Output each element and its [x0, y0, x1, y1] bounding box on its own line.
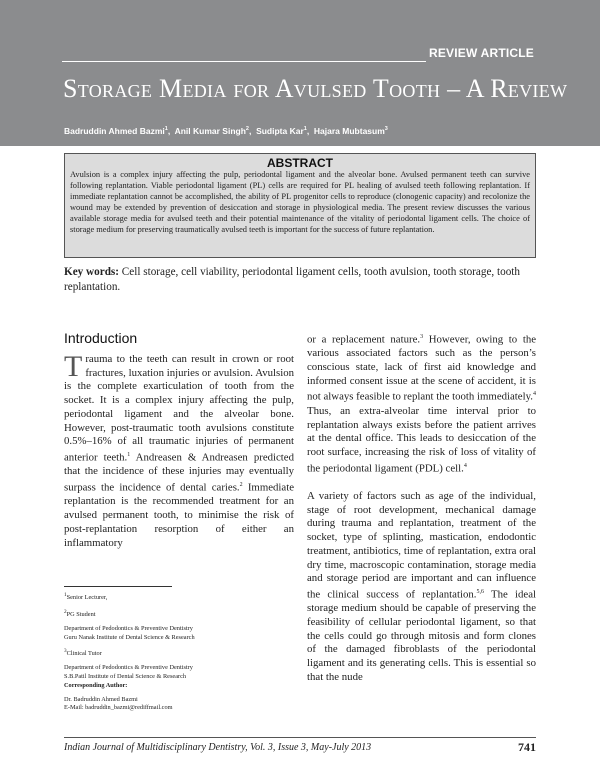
footer-rule — [64, 737, 536, 738]
keywords-label: Key words: — [64, 266, 119, 278]
intro-paragraph-1-continued: or a replacement nature.$^3$ However, owing to the various associated factors such as the person’s conscious state, lack of first aid knowledge and informed consent issue at the scene of accident, it is not always feasible to replant the tooth immediately.$^4$ Thus, an extra-alveolar time interval prior to replantation always exists before the patient arrives at the dental office. This leads to desiccation of the root surface, increasing the risk of loss of vitality of the periodontal ligament (PDL) cell.$^4$ — [307, 333, 537, 475]
intro-paragraph-2: A variety of factors such as age of the individual, stage of root development, mechanical damage during trauma and replantation, treatment of the socket, type of splinting, mastication, endodontic treatment, antibiotics, time of replantation, extra oral dry time, macroscopic contamination, storage media and storage period are important and can influence the clinical success of replantation.$^{5,6}$ The ideal storage medium should be capable of preserving the feasibility of cellular periodontal ligament, so that the cells could go through mitosis and form clones of the damaged fibroblasts of the periodontal ligament and its generating cells. This is essential so that the nude — [307, 489, 536, 683]
keywords — [64, 265, 534, 294]
corresponding-author-email: E-Mail: badruddin_bazmi@rediffmail.com — [64, 704, 173, 712]
citation-ref: 3 — [420, 334, 424, 340]
abstract-box — [64, 153, 536, 258]
author-footnotes: $^1$Senior Lecturer, $^2$PG Student Department of Pedodontics & Preventive Dentistry Guru Nanak Institute of Dental Science & Research $^3$Clinical Tutor Department of Pedodontics & Preventive Dentistry S.B.Patil Institute of Dental Science & Research Corresponding Author: Dr. Badruddin Ahmed Bazmi E-Mail: badruddin_bazmi@rediffmail.com — [64, 591, 296, 713]
abstract-text: Avulsion is a complex injury affecting the pulp, periodontal ligament and the alveolar bone. Avulsed permanent teeth can survive following replantation. Viable periodontal ligament (PL) cells are required for PL healing of avulsed teeth following replantation. If immediate replantation cannot be accomplished, the ability of PL progenitor cells to reproduce (clonogenic capacity) and recolonize the wound may be extended by prevention of desiccation and storage in physiological media. The present review discusses the various available storage media for avulsed teeth and their potential maintenance of the vitality of periodontal ligament cells. The choice of storage medium for preserving traumatically avulsed teeth is important for the success of future replantation. — [70, 170, 530, 234]
article-title: Storage Media for Avulsed Tooth – A Review — [63, 74, 568, 103]
citation-ref: 2 — [239, 482, 243, 489]
journal-citation: Indian Journal of Multidisciplinary Dentistry, Vol. 3, Issue 3, May-July 2013 — [64, 742, 372, 753]
citation-ref: 5,6 — [476, 589, 484, 595]
author-name: Sudipta Kar — [256, 126, 304, 136]
author-name: Anil Kumar Singh — [174, 126, 246, 136]
body-column-right — [307, 331, 536, 685]
page-number: 741 — [518, 740, 536, 754]
body-column-left — [64, 350, 294, 550]
citation-ref: 4 — [533, 391, 536, 398]
citation-ref: 4 — [463, 462, 467, 469]
corresponding-author-name: Dr. Badruddin Ahmed Bazmi — [64, 695, 138, 703]
citation-ref: 1 — [127, 452, 131, 459]
header-band — [0, 0, 600, 146]
article-type-label: REVIEW ARTICLE — [428, 46, 534, 60]
drop-cap: T — [64, 350, 83, 383]
author-list: Badruddin Ahmed Bazmi$^1$, Anil Kumar Singh$^2$, Sudipta Kar$^1$, Hajara Mubtasum$^3$ — [64, 126, 388, 136]
footnote-divider — [64, 586, 172, 587]
header-rule — [62, 61, 426, 62]
author-name: Badruddin Ahmed Bazmi — [64, 126, 165, 136]
intro-paragraph-1: Trauma to the teeth can result in crown or root fractures, luxation injuries or avulsion. Avulsion is the complete exarticulation of tooth from the socket. It is a complex injury affecting the pulp, periodontal ligament and the alveolar bone. However, post-traumatic tooth avulsions constitute 0.5%–16% of all traumatic injuries of permanent anterior teeth.$^1$ Andreasen & Andreasen predicted that the incidence of these injuries may eventually surpass the incidence of dental caries.$^2$ Immediate replantation is the recommended treatment for an avulsed permanent tooth, to minimise the risk of post-replantation resorption of either an inflammatory — [64, 350, 294, 549]
section-heading-introduction: Introduction — [64, 330, 138, 346]
corresponding-author-label: Corresponding Author: — [64, 681, 128, 689]
keywords-text: Cell storage, cell viability, periodontal ligament cells, tooth avulsion, tooth storage, tooth replantation. — [64, 266, 521, 293]
author-name: Hajara Mubtasum — [313, 126, 385, 136]
abstract-title: ABSTRACT — [267, 156, 333, 170]
